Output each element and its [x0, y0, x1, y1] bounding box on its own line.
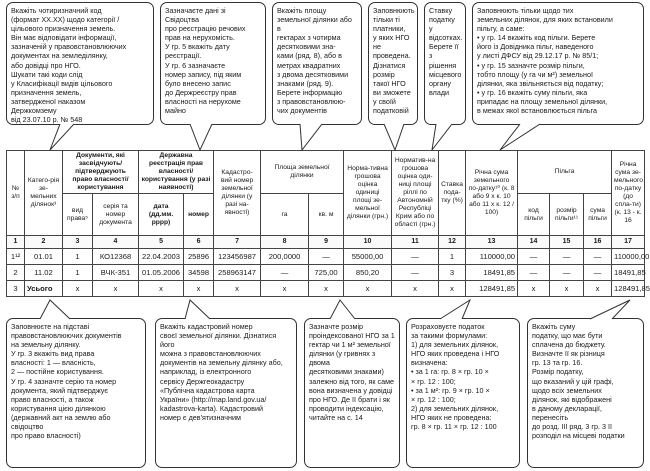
note-line: × гр. 12 : 100;: [411, 376, 456, 386]
column-number-cell: 14: [518, 236, 550, 249]
note-line: залежно від того, як саме: [309, 376, 395, 386]
table-cell: 2: [7, 265, 25, 281]
note-line: про право власності): [11, 431, 81, 441]
pointer-b1: [50, 124, 74, 150]
table-cell: 110000,00: [612, 249, 645, 265]
col-area-group-header: Площа земельної ділянки: [261, 151, 344, 194]
note-line: Заповнюєте на підставі: [11, 322, 90, 331]
note-line: тільки ті: [373, 15, 400, 25]
note-line: гектарах з чотирма: [277, 33, 341, 43]
note-line: «Публічна кадастрова карта: [160, 385, 255, 395]
col-benefit-group-header: Пільга: [518, 151, 612, 194]
pointer-b8: [185, 300, 210, 319]
table-cell: 850,20: [344, 265, 392, 281]
note-line: Ставку: [429, 6, 453, 15]
col-sqm-header: кв. м: [309, 194, 344, 236]
pointer-b6: [500, 124, 540, 150]
col-date-header: дата (дд.мм. рррр): [139, 194, 184, 236]
note-line: у яких НГО: [373, 33, 410, 43]
note-line: 1) для земельних ділянок,: [411, 340, 499, 350]
col-cadastral-header: Кадастро-вий номер земельної ділянки (у разі на-явності): [214, 151, 261, 236]
table-cell: 128491,85: [466, 281, 518, 297]
note-line: НГО яких не проведена:: [411, 412, 492, 422]
pointer-b7: [40, 300, 70, 319]
note-line: номер є дев'ятизначним: [160, 412, 241, 422]
table-cell: —: [584, 265, 612, 281]
col-rate-header: Ставка пода-тку (%): [439, 151, 466, 236]
note-line: правовстановлюючих документів: [11, 331, 122, 341]
table-cell: х: [550, 281, 584, 297]
note-line: було внесено запис: [165, 78, 231, 88]
table-cell: 18491,85: [612, 265, 645, 281]
table-cell: 110000,00: [466, 249, 518, 265]
table-cell: 3: [439, 265, 466, 281]
note-line: Шукати такі коди слід: [11, 69, 83, 79]
col-documents-group-header: Документи, які засвідчують/ підтверджують право власності/ користування: [63, 151, 139, 194]
note-line: розподіл на місцеві податки: [532, 431, 625, 441]
table-cell: 1: [63, 249, 93, 265]
note-line: що вказаний у цій графі,: [532, 376, 614, 386]
note-line: гектар чи 1 м² земельної: [309, 340, 391, 350]
table-cell: 1: [439, 249, 466, 265]
note-line: рішення: [429, 60, 457, 70]
note-line: податковій: [373, 106, 409, 116]
pointer-b3: [300, 124, 322, 150]
column-number-cell: 11: [392, 236, 439, 249]
col-ngo-header: Норма-тивна грошова оцінка одиниці площі зе-мельної ділянки (грн.): [344, 151, 392, 236]
table-cell: —: [261, 265, 309, 281]
note-line: цільового призначення земель.: [11, 24, 116, 34]
note-line: власності на нерухоме: [165, 96, 241, 106]
note-line: документах на земледілянку,: [11, 51, 108, 61]
table-cell: 01.05.2006: [139, 265, 184, 281]
column-number-cell: 5: [139, 236, 184, 249]
col-registration-group-header: Державна реєстрація прав власності/ користування (у разі наявності): [139, 151, 214, 194]
table-cell: 200,0000: [261, 249, 309, 265]
note-line: щодо всіх земельних: [532, 385, 602, 395]
table-cell: ВЧК-351: [93, 265, 139, 281]
note-line: визначена:: [411, 358, 448, 368]
note-line: до розд. III ряд. 3 гр. 3 її: [532, 422, 613, 432]
note-line: Держкомзему: [11, 106, 57, 116]
table-cell: 34598: [184, 265, 214, 281]
column-number-cell: 13: [466, 236, 518, 249]
note-land-category: [6, 2, 154, 125]
col-right-type-header: вид права⁵: [63, 194, 93, 236]
note-line: про НГО. Де її брати і як: [309, 394, 390, 404]
note-line: затвердженої наказом: [11, 96, 86, 106]
note-line: Розмір податку,: [532, 367, 584, 377]
table-row: [7, 265, 645, 281]
note-line: у своїй: [373, 96, 396, 106]
note-line: органу: [429, 78, 452, 88]
column-number-cell: 12: [439, 236, 466, 249]
note-line: Визначте її як різниця: [532, 349, 605, 359]
note-line: влади: [429, 87, 450, 97]
table-cell: —: [550, 265, 584, 281]
note-line: Заповнюють тільки щодо тих: [477, 6, 574, 15]
note-line: податку, що має бути: [532, 331, 603, 341]
note-line: наприклад, із електронного: [160, 367, 252, 377]
note-line: Зазначте розмір: [309, 322, 364, 331]
pointer-b11: [590, 300, 630, 319]
table-cell: 22.04.2003: [139, 249, 184, 265]
note-line: земельних ділянок, для яких встановили: [477, 15, 613, 25]
table-cell: 1¹²: [7, 249, 25, 265]
note-line: розмір: [373, 69, 395, 79]
note-line: не проведена.: [373, 42, 411, 61]
note-line: ками (ряд. 8), або в: [277, 51, 342, 61]
note-line: Вкажіть суму: [532, 322, 576, 331]
column-number-cell: 7: [214, 236, 261, 249]
note-line: • за 1 м²: гр. 9 × гр. 10 ×: [411, 385, 490, 395]
table-cell: 1: [63, 265, 93, 281]
column-number-cell: 6: [184, 236, 214, 249]
table-cell: х: [584, 281, 612, 297]
column-number-cell: 8: [261, 236, 309, 249]
note-line: про реєстрацію речових: [165, 24, 246, 34]
table-cell: —: [392, 249, 439, 265]
note-line: 2) для земельних ділянок,: [411, 403, 499, 413]
table-cell: х: [439, 281, 466, 297]
note-tax-payable: [527, 318, 644, 468]
note-line: ділянки, яка звільняється від податку;: [477, 78, 604, 88]
table-cell: —: [584, 249, 612, 265]
table-cell: х: [518, 281, 550, 297]
note-line: України» (http://map.land.gov.ua/: [160, 394, 267, 404]
note-line: Розраховуєте податок: [411, 322, 485, 331]
col-doc-number-header: серія та номер документа: [93, 194, 139, 236]
note-indexed-ngo: [304, 318, 400, 468]
note-line: до Держреєстру прав: [165, 87, 237, 97]
note-line: в даному декларації, перенесіть: [532, 403, 602, 422]
note-line: тобто площу (у га чи м²) земельної: [477, 69, 594, 79]
pointer-b9: [330, 300, 355, 319]
table-cell: х: [184, 281, 214, 297]
note-line: користування цією ділянкою: [11, 403, 106, 413]
pointer-b2: [190, 124, 212, 150]
note-normative-valuation-missing: [368, 2, 418, 125]
note-line: 2 — постійне користування.: [11, 367, 104, 377]
note-line: власності: 1 — власність,: [11, 358, 96, 368]
note-line: Вкажіть кадастровий номер: [160, 322, 253, 331]
column-number-cell: 2: [25, 236, 63, 249]
note-line: прав на нерухомість.: [165, 33, 235, 43]
note-state-registration: [160, 2, 266, 125]
column-number-cell: 4: [93, 236, 139, 249]
table-row-total: [7, 281, 645, 297]
column-number-cell: 17: [612, 236, 645, 249]
column-number-cell: 9: [309, 236, 344, 249]
note-line: гр. 8 × гр. 11 × гр. 12 : 100: [411, 422, 497, 432]
table-cell: х: [139, 281, 184, 297]
table-cell: —: [309, 249, 344, 265]
note-line: земельної ділянки або в: [277, 15, 352, 34]
note-line: такої НГО: [373, 78, 406, 88]
note-line: номер запису, під яким: [165, 69, 242, 79]
note-line: ділянок, які відображені: [532, 394, 612, 404]
note-line: в межах якої встановлюється пільга: [477, 106, 597, 116]
table-cell: 01.01: [25, 249, 63, 265]
note-line: Він має відповідати інформації,: [11, 33, 117, 43]
table-cell: х: [392, 281, 439, 297]
pointer-b5: [432, 124, 452, 150]
note-line: (державний акт на землю або свідоцтво: [11, 412, 111, 432]
note-land-area: [272, 2, 362, 125]
table-cell: 25896: [184, 249, 214, 265]
note-line: У гр. 4 зазначте серію та номер: [11, 376, 117, 386]
pointer-b4: [384, 124, 404, 150]
col-benefit-size-header: розмір пільги¹¹: [550, 194, 584, 236]
note-line: Дізнатися: [373, 60, 406, 70]
note-line: Берете її з: [429, 42, 459, 61]
note-line: припадає на площу земельної ділянки,: [477, 96, 608, 106]
note-line: документа, який підтверджує: [11, 385, 108, 395]
column-number-cell: 15: [550, 236, 584, 249]
col-ha-header: га: [261, 194, 309, 236]
note-tax-rate: [424, 2, 466, 125]
note-line: НГО яких проведена і НГО: [411, 349, 500, 359]
note-line: • за 1 га: гр. 8 × гр. 10 ×: [411, 367, 489, 377]
note-line: У гр. 3 вкажіть вид права: [11, 349, 95, 359]
table-cell: —: [518, 265, 550, 281]
note-line: У гр. 6 зазначаєте: [165, 60, 226, 70]
note-line: податку: [429, 15, 455, 25]
table-cell: х: [63, 281, 93, 297]
table-cell: КО12368: [93, 249, 139, 265]
note-line: платники,: [373, 24, 406, 34]
table-cell: х: [261, 281, 309, 297]
note-line: Зазначаєте дані зі Свідоцтва: [165, 6, 226, 25]
note-line: • у гр. 15 зазначте розмір пільги,: [477, 60, 585, 70]
note-line: вона визначена у довідці: [309, 385, 393, 395]
tax-declaration-table: [6, 150, 650, 297]
table-cell: х: [214, 281, 261, 297]
note-line: чих документів: [277, 106, 327, 116]
table-cell: —: [392, 265, 439, 281]
note-line: пільгу, а саме:: [477, 24, 525, 34]
note-line: майно: [165, 106, 186, 116]
note-tax-formula: [406, 318, 520, 468]
table-cell: 3: [7, 281, 25, 297]
col-benefit-sum-header: сума пільги: [584, 194, 612, 236]
note-line: десятковими знаками): [309, 367, 384, 377]
column-number-cell: 3: [63, 236, 93, 249]
column-number-cell: 16: [584, 236, 612, 249]
note-line: знаками (ряд. 9).: [277, 78, 334, 88]
note-line: Берете інформацію: [277, 87, 343, 97]
note-benefit: [472, 2, 644, 125]
table-cell: х: [93, 281, 139, 297]
note-line: • у гр. 14 вкажіть код пільги. Берете: [477, 33, 596, 43]
note-line: місцевого: [429, 69, 462, 79]
table-cell: —: [550, 249, 584, 265]
note-line: Вкажіть чотиризначний код: [11, 6, 102, 15]
column-number-cell: 1: [7, 236, 25, 249]
note-line: реєстрації.: [165, 51, 202, 61]
note-line: з правовстановлюю-: [277, 96, 346, 106]
note-line: Заповнюють: [373, 6, 415, 15]
note-line: зазначеній у правовстановлюючих: [11, 42, 127, 52]
note-ownership-documents: [6, 318, 146, 468]
note-line: на земельну ділянку.: [11, 340, 81, 350]
note-line: ділянки (у гривнях з двома: [309, 349, 376, 368]
col-benefit-code-header: код пільги: [518, 194, 550, 236]
note-line: × гр. 12 : 100;: [411, 394, 456, 404]
note-line: метрах квадратних: [277, 60, 341, 70]
note-line: сплачена до бюджету.: [532, 340, 606, 350]
col-ngo-arable-header: Норматив-на грошова оцінка оди-ниці площі ріллі по Автономній Республіці Крим або по області (грн.): [392, 151, 439, 236]
note-line: від 23.07.10 р. № 548: [11, 115, 83, 125]
note-line: • у гр. 16 вкажіть суму пільги, яка: [477, 87, 588, 97]
table-cell: х: [344, 281, 392, 297]
note-line: призначення земель,: [11, 87, 82, 97]
table-cell: 128491,85: [612, 281, 645, 297]
note-line: ви зможете: [373, 87, 411, 97]
table-cell: 11.02: [25, 265, 63, 281]
note-line: можна з правовстановлюючих: [160, 349, 261, 359]
table-cell: 55000,00: [344, 249, 392, 265]
note-line: у Класифікації видів цільового: [11, 78, 113, 88]
note-line: проіндексованої НГО за 1: [309, 331, 395, 341]
col-reg-number-header: номер: [184, 194, 214, 236]
note-line: гр. 13 та гр. 16.: [532, 358, 583, 368]
table-row: [7, 249, 645, 265]
table-cell: 725,00: [309, 265, 344, 281]
note-line: у листі ДФСУ від 29.12.17 р. № 85/1;: [477, 51, 599, 61]
note-cadastral-number: [155, 318, 297, 468]
note-line: У гр. 5 вкажіть дату: [165, 42, 230, 52]
note-line: (формат ХХ.ХХ) щодо категорії /: [11, 15, 120, 25]
col-number-header: № з/п: [7, 151, 25, 236]
column-number-row: [7, 236, 645, 249]
note-line: своєї земельної ділянки. Дізнатися його: [160, 331, 277, 350]
table-cell: х: [309, 281, 344, 297]
col-annual-tax-header: Річна сума земельного по-датку¹⁰ (к. 8 або 9 х к. 10 або 11 х к. 12 / 100): [466, 151, 518, 236]
note-line: або довідці про НГО.: [11, 60, 81, 70]
note-line: його із Довідника пільг, наведеного: [477, 42, 594, 52]
note-line: Вкажіть площу: [277, 6, 327, 15]
column-number-cell: 10: [344, 236, 392, 249]
note-line: у відсотках.: [429, 24, 463, 43]
note-line: kadastrova-karta). Кадастровий: [160, 403, 264, 413]
note-line: право власності, а також: [11, 394, 94, 404]
pointer-b10: [440, 300, 470, 319]
note-line: десятковими зна-: [277, 42, 336, 52]
note-line: з двома десятковими: [277, 69, 349, 79]
table-cell: 258963147: [214, 265, 261, 281]
col-tax-payable-header: Річна сума зе-мельного по-датку (до спла-ти) (к. 13 - к. 16: [612, 151, 645, 236]
table-cell: —: [518, 249, 550, 265]
table-cell: Усього: [25, 281, 63, 297]
col-category-header: Катего-рія зе-мельних ділянок³: [25, 151, 63, 236]
note-line: документів на земельну ділянку або,: [160, 358, 283, 368]
note-line: за такими формулами:: [411, 331, 488, 341]
note-line: читайте на с. 14: [309, 412, 363, 422]
note-line: проводити індексацію,: [309, 403, 384, 413]
table-cell: 18491,85: [466, 265, 518, 281]
note-line: сервісу Держгеокадастру: [160, 376, 245, 386]
table-cell: 123456987: [214, 249, 261, 265]
